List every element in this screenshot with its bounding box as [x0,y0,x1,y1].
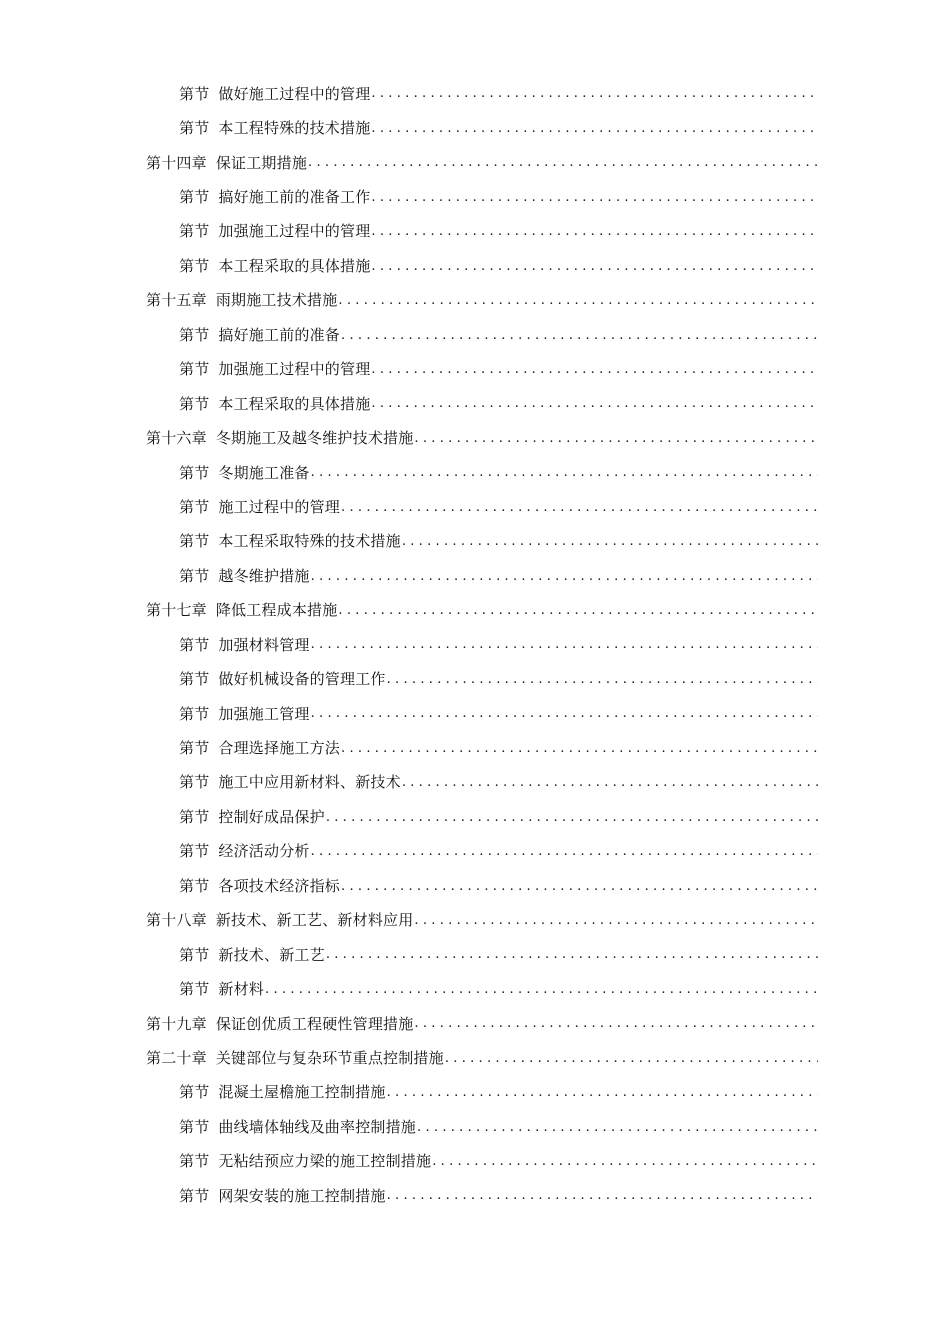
toc-dot-leader [371,361,818,379]
toc-section-entry[interactable] [0,558,950,592]
toc-section-entry[interactable] [0,627,950,661]
toc-entry-label: 第十四章 [146,153,207,172]
toc-chapter-entry[interactable] [0,593,950,627]
toc-dot-leader [308,154,818,172]
toc-entry-label: 第节 [179,1117,210,1136]
toc-section-entry[interactable] [0,76,950,110]
toc-chapter-entry[interactable] [0,1006,950,1040]
toc-entry-label: 第十五章 [146,291,207,310]
toc-entry-label: 第节 [179,739,210,758]
toc-chapter-entry[interactable] [0,1040,950,1074]
toc-entry-title: 施工中应用新材料、新技术 [218,773,401,792]
toc-dot-leader [341,499,818,517]
toc-dot-leader [414,1015,818,1033]
toc-entry-label: 第节 [179,1083,210,1102]
toc-entry-label: 第节 [179,566,210,585]
toc-entry-label: 第节 [179,222,210,241]
toc-section-entry[interactable] [0,1109,950,1143]
toc-section-entry[interactable] [0,248,950,282]
toc-section-entry[interactable] [0,524,950,558]
toc-entry-title: 加强施工过程中的管理 [218,222,371,241]
toc-dot-leader [432,1153,818,1171]
toc-dot-leader [387,1084,818,1102]
toc-dot-leader [387,1187,818,1205]
toc-entry-label: 第节 [179,394,210,413]
toc-section-entry[interactable] [0,1075,950,1109]
toc-entry-label: 第节 [179,532,210,551]
toc-dot-leader [402,533,818,551]
toc-dot-leader [326,946,818,964]
toc-dot-leader [371,223,818,241]
toc-dot-leader [371,189,818,207]
toc-entry-title: 加强施工管理 [218,704,310,723]
toc-entry-title: 新技术、新工艺、新材料应用 [215,911,414,930]
toc-entry-label: 第节 [179,1186,210,1205]
toc-section-entry[interactable] [0,455,950,489]
toc-entry-label: 第节 [179,773,210,792]
table-of-contents [0,76,950,1212]
toc-dot-leader [402,774,818,792]
toc-dot-leader [341,740,818,758]
toc-entry-label: 第节 [179,1152,210,1171]
toc-entry-title: 网架安装的施工控制措施 [218,1186,386,1205]
toc-entry-label: 第十九章 [146,1014,207,1033]
toc-entry-title: 经济活动分析 [218,842,310,861]
toc-dot-leader [341,327,818,345]
toc-entry-label: 第节 [179,360,210,379]
toc-entry-title: 混凝土屋檐施工控制措施 [218,1083,386,1102]
toc-dot-leader [387,671,818,689]
toc-entry-title: 本工程特殊的技术措施 [218,119,371,138]
toc-dot-leader [445,1050,818,1068]
toc-dot-leader [311,568,818,586]
toc-entry-title: 降低工程成本措施 [215,601,338,620]
toc-entry-title: 控制好成品保护 [218,807,325,826]
toc-entry-title: 曲线墙体轴线及曲率控制措施 [218,1117,417,1136]
toc-entry-title: 关键部位与复杂环节重点控制措施 [215,1048,444,1067]
toc-chapter-entry[interactable] [0,420,950,454]
toc-dot-leader [311,843,818,861]
toc-chapter-entry[interactable] [0,145,950,179]
toc-entry-label: 第节 [179,704,210,723]
toc-entry-label: 第节 [179,945,210,964]
toc-entry-label: 第二十章 [146,1048,207,1067]
toc-entry-label: 第节 [179,876,210,895]
toc-section-entry[interactable] [0,661,950,695]
toc-entry-label: 第十八章 [146,911,207,930]
toc-dot-leader [338,292,818,310]
toc-dot-leader [311,705,818,723]
toc-dot-leader [414,430,818,448]
toc-entry-label: 第节 [179,325,210,344]
toc-entry-label: 第节 [179,188,210,207]
toc-dot-leader [414,912,818,930]
toc-dot-leader [326,809,818,827]
toc-entry-title: 本工程采取特殊的技术措施 [218,532,401,551]
toc-entry-label: 第节 [179,497,210,516]
toc-dot-leader [311,464,818,482]
toc-entry-label: 第节 [179,670,210,689]
toc-entry-label: 第节 [179,635,210,654]
toc-entry-title: 本工程采取的具体措施 [218,256,371,275]
toc-entry-label: 第节 [179,119,210,138]
toc-entry-title: 搞好施工前的准备 [218,325,341,344]
toc-entry-label: 第节 [179,842,210,861]
toc-dot-leader [371,120,818,138]
toc-entry-label: 第节 [179,980,210,999]
toc-chapter-entry[interactable] [0,903,950,937]
toc-section-entry[interactable] [0,937,950,971]
toc-section-entry[interactable] [0,868,950,902]
toc-entry-title: 本工程采取的具体措施 [218,394,371,413]
toc-entry-title: 新材料 [218,980,265,999]
toc-entry-label: 第十七章 [146,601,207,620]
toc-dot-leader [265,981,818,999]
toc-dot-leader [371,395,818,413]
toc-entry-label: 第节 [179,84,210,103]
toc-entry-title: 施工过程中的管理 [218,497,341,516]
toc-entry-label: 第节 [179,807,210,826]
toc-section-entry[interactable] [0,214,950,248]
toc-entry-title: 加强材料管理 [218,635,310,654]
toc-entry-title: 雨期施工技术措施 [215,291,338,310]
toc-section-entry[interactable] [0,489,950,523]
toc-entry-title: 做好机械设备的管理工作 [218,670,386,689]
toc-section-entry[interactable] [0,179,950,213]
toc-section-entry[interactable] [0,1178,950,1212]
toc-dot-leader [371,85,818,103]
toc-entry-title: 做好施工过程中的管理 [218,84,371,103]
toc-entry-title: 新技术、新工艺 [218,945,325,964]
toc-dot-leader [371,258,818,276]
toc-entry-title: 保证工期措施 [215,153,308,172]
toc-section-entry[interactable] [0,971,950,1005]
toc-section-entry[interactable] [0,730,950,764]
toc-section-entry[interactable] [0,317,950,351]
toc-dot-leader [417,1119,818,1137]
toc-section-entry[interactable] [0,110,950,144]
toc-dot-leader [341,878,818,896]
toc-section-entry[interactable] [0,765,950,799]
toc-dot-leader [311,636,818,654]
toc-entry-title: 各项技术经济指标 [218,876,341,895]
toc-entry-title: 保证创优质工程硬性管理措施 [215,1014,414,1033]
toc-entry-title: 无粘结预应力梁的施工控制措施 [218,1152,432,1171]
toc-entry-label: 第十六章 [146,429,207,448]
toc-dot-leader [338,602,818,620]
toc-entry-title: 合理选择施工方法 [218,739,341,758]
toc-section-entry[interactable] [0,799,950,833]
toc-chapter-entry[interactable] [0,283,950,317]
toc-entry-label: 第节 [179,463,210,482]
toc-entry-title: 搞好施工前的准备工作 [218,188,371,207]
toc-section-entry[interactable] [0,834,950,868]
toc-entry-label: 第节 [179,256,210,275]
toc-entry-title: 冬期施工准备 [218,463,310,482]
toc-section-entry[interactable] [0,352,950,386]
toc-entry-title: 冬期施工及越冬维护技术措施 [215,429,414,448]
toc-section-entry[interactable] [0,1144,950,1178]
toc-entry-title: 加强施工过程中的管理 [218,360,371,379]
toc-section-entry[interactable] [0,696,950,730]
toc-entry-title: 越冬维护措施 [218,566,310,585]
toc-section-entry[interactable] [0,386,950,420]
